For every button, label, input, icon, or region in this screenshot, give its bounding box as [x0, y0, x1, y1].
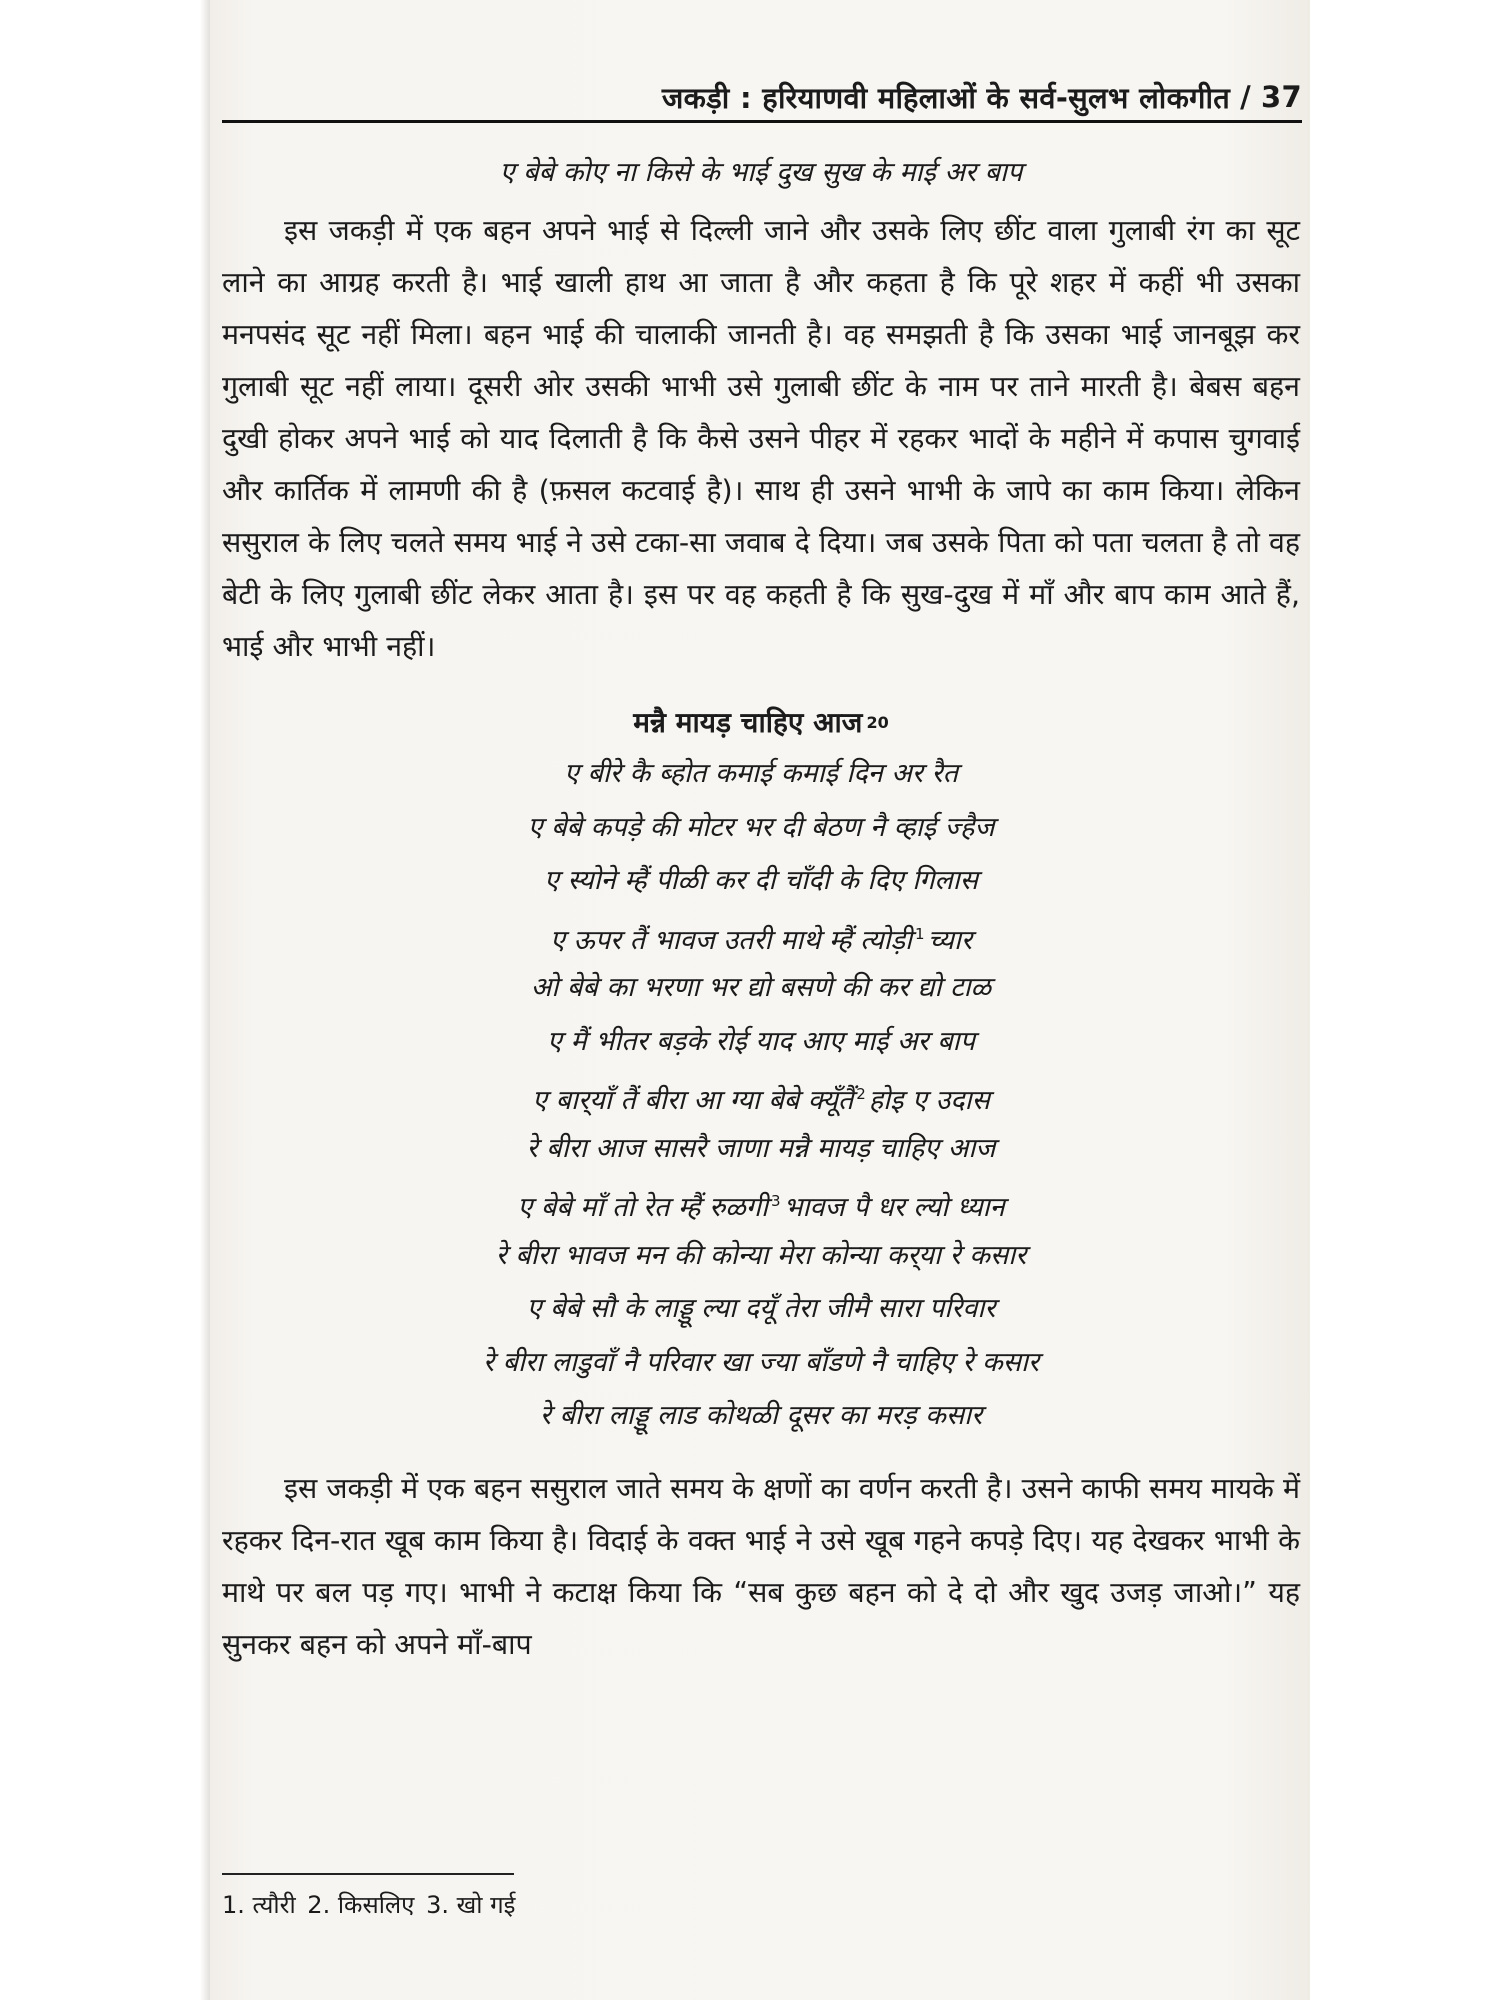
footnote-1: 1. त्यौरी: [222, 1891, 296, 1919]
header-separator: /: [1240, 80, 1252, 114]
song-line: रे बीरा आज सासरै जाणा मन्नै मायड़ चाहिए आज: [526, 1132, 996, 1164]
footnote-rule: [222, 1873, 514, 1875]
paragraph-2: इस जकड़ी में एक बहन ससुराल जाते समय के क्षणों का वर्णन करती है। उसने काफी समय मायके में रहकर दिन-रात खूब काम किया है। विदाई के वक्त भाई ने उसे खूब गहने कपड़े दिए। यह देखकर भाभी के माथे पर बल पड़ गए। भाभी ने कटाक्ष किया कि “सब कुछ बहन को दे दो और खुद उजड़ जाओ।” यह सुनकर बहन को अपने माँ-बाप: [222, 1471, 1300, 1661]
song-line: रे बीरा लाडुवाँ नै परिवार खा ज्या बाँडणे नै चाहिए रे कसार: [482, 1346, 1040, 1378]
song-lines: [222, 747, 1300, 1443]
footnote-ref: 2: [856, 1085, 866, 1103]
song-title-text: मन्नै मायड़ चाहिए आज: [633, 706, 863, 739]
page-number: 37: [1261, 80, 1302, 114]
footnotes: [222, 1888, 519, 1921]
song-line: रे बीरा लाड्डू लाड कोथळी दूसर का मरड़ कसार: [539, 1400, 983, 1431]
song-line: ए बीरे कै ब्होत कमाई कमाई दिन अर रैत: [563, 758, 958, 789]
header-title: जकड़ी : हरियाणवी महिलाओं के सर्व-सुलभ लोकगीत: [661, 80, 1231, 115]
opening-verse: ए बेबे कोए ना किसे के भाई दुख सुख के माई अर बाप: [499, 157, 1023, 188]
footnote-2: 2. किसलिए: [307, 1891, 415, 1919]
song-title: [222, 703, 1300, 743]
song-line: ए ऊपर तैं भावज उतरी माथे म्हैं त्योड़ी $^1$ च्यार: [550, 924, 972, 956]
footnote-3: 3. खो गई: [426, 1891, 516, 1919]
song-line: ए मैं भीतर बड़के रोई याद आए माई अर बाप: [547, 1025, 975, 1057]
song-line: ओ बेबे का भरणा भर द्यो बसणे की कर द्यो टाळ: [530, 972, 992, 1003]
song-line: ए बार्‌याँ तैं बीरा आ ग्या बेबे क्यूँतैं $^2$ होइ ए उदास: [532, 1085, 990, 1116]
paragraph-1: इस जकड़ी में एक बहन अपने भाई से दिल्ली जाने और उसके लिए छींट वाला गुलाबी रंग का सूट लाने का आग्रह करती है। भाई खाली हाथ आ जाता है और कहता है कि पूरे शहर में कहीं भी उसका मनपसंद सूट नहीं मिला। बहन भाई की चालाकी जानती है। वह समझती है कि उसका भाई जानबूझ कर गुलाबी सूट नहीं लाया। दूसरी ओर उसकी भाभी उसे गुलाबी छींट के नाम पर ताने मारती है। बेबस बहन दुखी होकर अपने भाई को याद दिलाती है कि कैसे उसने पीहर में रहकर भादों के महीने में कपास चुगवाई और कार्तिक में लामणी की है (फ़सल कटवाई है)। साथ ही उसने भाभी के जापे का काम किया। लेकिन ससुराल के लिए चलते समय भाई ने उसे टका-सा जवाब दे दिया। जब उसके पिता को पता चलता है तो वह बेटी के लिए गुलाबी छींट लेकर आता है। इस पर वह कहती है कि सुख-दुख में माँ और बाप काम आते हैं, भाई और भाभी नहीं।: [222, 214, 1300, 663]
header-rule: [222, 120, 1302, 123]
running-header: [222, 78, 1302, 116]
song-line: ए स्योने म्हैं पीळी कर दी चाँदी के दिए गिलास: [544, 865, 978, 896]
song-line: ए बेबे सौ के लाड्डू ल्या दयूँ तेरा जीमै सारा परिवार: [526, 1293, 996, 1324]
song-line: रे बीरा भावज मन की कोन्या मेरा कोन्या कर्‌या रे कसार: [495, 1239, 1027, 1271]
footnote-ref: 3: [770, 1192, 781, 1210]
footnote-ref: 1: [915, 924, 925, 943]
song-line: ए बेबे कपड़े की मोटर भर दी बेठण नै व्हाई ज्हैज: [527, 811, 995, 843]
page-body: [222, 140, 1300, 1671]
song-title-note: 20: [866, 713, 889, 732]
song-line: ए बेबे माँ तो रेत म्हैं रुळगी $^3$ भावज पै धर ल्यो ध्यान: [517, 1192, 1005, 1223]
